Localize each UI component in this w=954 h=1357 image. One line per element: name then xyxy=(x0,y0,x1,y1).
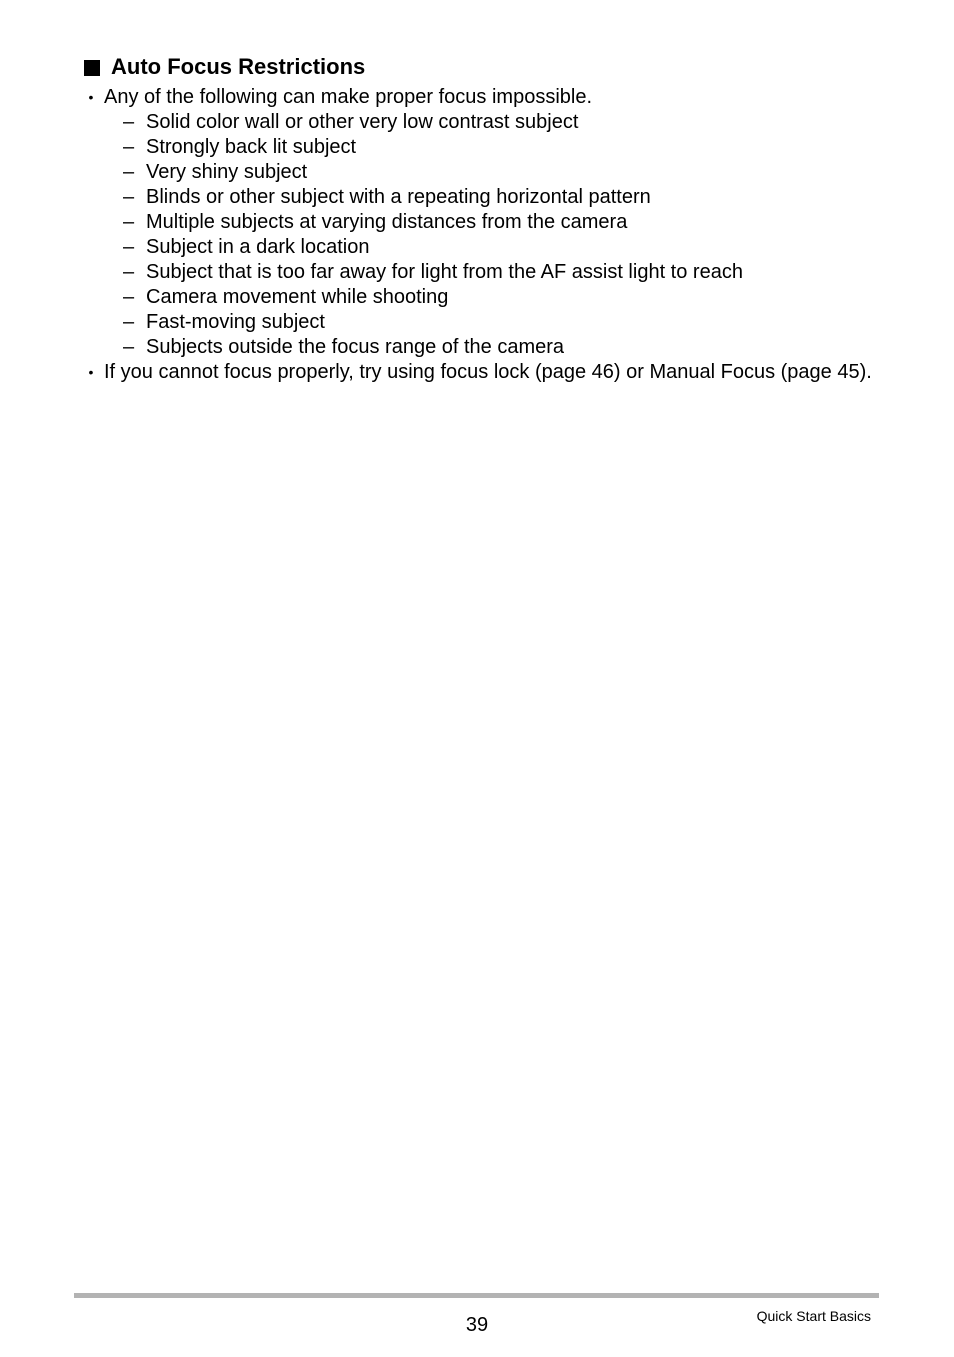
bullet-list xyxy=(84,85,884,385)
dash-icon: – xyxy=(123,161,135,183)
dash-icon: – xyxy=(123,111,135,133)
sub-list-item xyxy=(104,235,884,260)
filled-square-icon xyxy=(84,60,100,76)
dash-icon: – xyxy=(123,136,135,158)
bullet-text: Any of the following can make proper focus impossible. xyxy=(104,86,593,108)
bullet-text: If you cannot focus properly, try using focus lock (page 46) or Manual Focus (page 45). xyxy=(104,361,872,383)
sub-item-text: Fast-moving subject xyxy=(146,311,325,333)
sub-item-text: Solid color wall or other very low contrast subject xyxy=(146,111,579,133)
footer-divider xyxy=(74,1293,879,1298)
sub-item-text: Multiple subjects at varying distances from the camera xyxy=(146,211,628,233)
sub-item-text: Strongly back lit subject xyxy=(146,136,357,158)
sub-list-item xyxy=(104,110,884,135)
bullet-item xyxy=(84,360,884,385)
sub-list-item xyxy=(104,160,884,185)
bullet-icon: • xyxy=(88,89,94,105)
bullet-item xyxy=(84,85,884,360)
sub-item-text: Very shiny subject xyxy=(146,161,308,183)
sub-item-text: Subjects outside the focus range of the camera xyxy=(146,336,565,358)
dash-icon: – xyxy=(123,186,135,208)
sub-list-item xyxy=(104,260,884,285)
dash-icon: – xyxy=(123,286,135,308)
sub-list-item xyxy=(104,285,884,310)
dash-icon: – xyxy=(123,311,135,333)
page-number: 39 xyxy=(465,1314,489,1336)
dash-icon: – xyxy=(123,336,135,358)
sub-item-text: Camera movement while shooting xyxy=(146,286,449,308)
sub-item-text: Subject that is too far away for light from the AF assist light to reach xyxy=(146,261,743,283)
sub-list-item xyxy=(104,135,884,160)
sub-list-item xyxy=(104,210,884,235)
sub-list-item xyxy=(104,185,884,210)
sub-item-text: Subject in a dark location xyxy=(146,236,370,258)
sub-list-item xyxy=(104,335,884,360)
dash-icon: – xyxy=(123,261,135,283)
sub-item-text: Blinds or other subject with a repeating horizontal pattern xyxy=(146,186,651,208)
section-heading xyxy=(84,53,365,81)
chapter-label: Quick Start Basics xyxy=(756,1308,871,1324)
sub-list-item xyxy=(104,310,884,335)
section-title: Auto Focus Restrictions xyxy=(111,54,366,79)
bullet-icon: • xyxy=(88,364,94,380)
dash-icon: – xyxy=(123,211,135,233)
sub-list xyxy=(104,110,884,360)
dash-icon: – xyxy=(123,236,135,258)
